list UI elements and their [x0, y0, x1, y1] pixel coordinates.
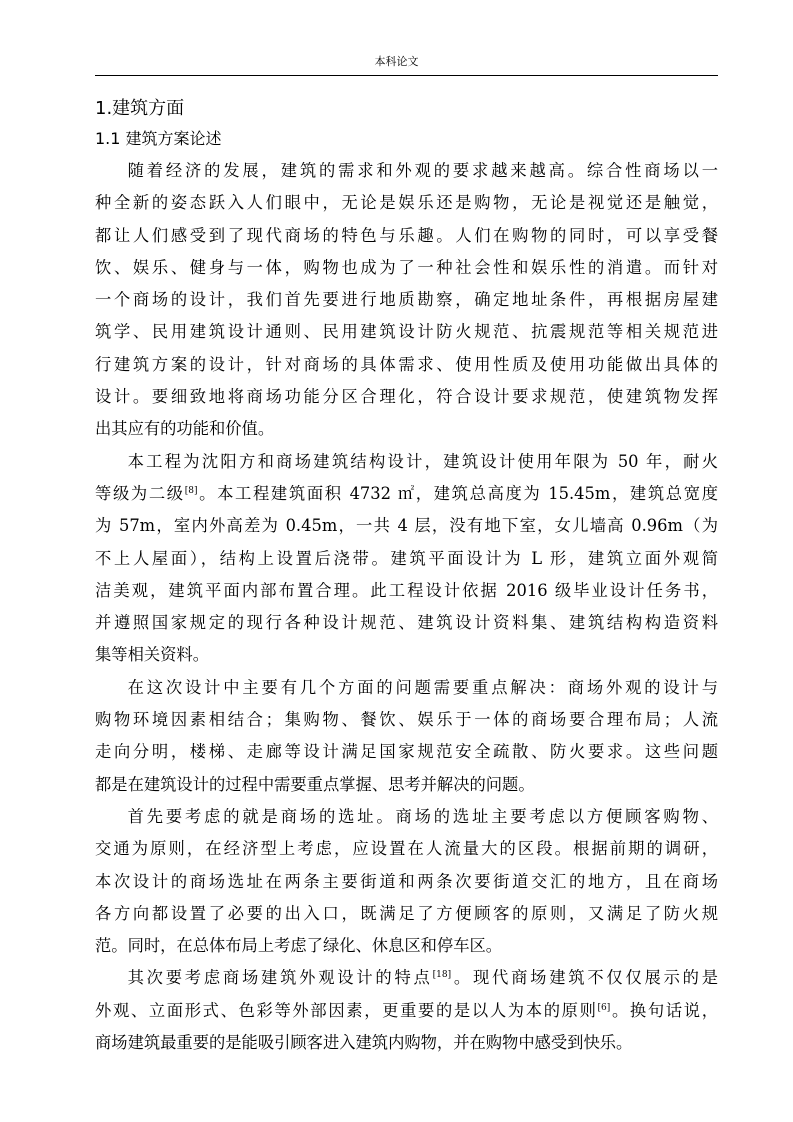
citation-8: [8]: [184, 485, 198, 496]
text-segment: 。本工程建筑面积 4732 ㎡，建筑总高度为 15.45m，建筑总宽度: [197, 483, 718, 503]
text-line: 都是在建筑设计的过程中需要重点掌握、思考并解决的问题。: [95, 774, 535, 794]
text-segment: 外观、立面形式、色彩等外部因素，更重要的是以人为本的原则: [95, 1000, 598, 1020]
citation-6: [6]: [597, 1002, 611, 1013]
header-divider: [95, 75, 718, 76]
text-line: [95, 962, 718, 994]
text-line: 为 57m，室内外高差为 0.45m，一共 4 层，没有地下室，女儿墙高 0.96m（为: [95, 516, 718, 536]
text-line: 设计。要细致地将商场功能分区合理化，符合设计要求规范，使建筑物发挥: [95, 387, 718, 407]
text-line: 首先要考虑的就是商场的选址。商场的选址主要考虑以方便顾客购物、: [127, 806, 718, 826]
text-line: [95, 995, 718, 1027]
text-line: 集等相关资料。: [95, 645, 209, 665]
text-line: 各方向都设置了必要的出入口，既满足了方便顾客的原则，又满足了防火规: [95, 903, 718, 923]
text-line: 在这次设计中主要有几个方面的问题需要重点解决：商场外观的设计与: [127, 677, 718, 697]
running-header: 本科论文: [374, 55, 419, 68]
text-segment: 。现代商场建筑不仅仅展示的是: [451, 968, 718, 988]
text-line: 走向分明，楼梯、走廊等设计满足国家规范安全疏散、防火要求。这些问题: [95, 742, 718, 762]
text-line: 出其应有的功能和价值。: [95, 419, 275, 439]
text-line: 不上人屋面），结构上设置后浇带。建筑平面设计为 L 形，建筑立面外观简: [95, 548, 718, 568]
text-line: 一个商场的设计，我们首先要进行地质勘察，确定地址条件，再根据房屋建: [95, 290, 718, 310]
text-line: 本次设计的商场选址在两条主要街道和两条次要街道交汇的地方，且在商场: [95, 871, 718, 891]
paragraph-3: [95, 672, 718, 801]
text-segment: 其次要考虑商场建筑外观设计的特点: [127, 968, 433, 988]
text-line: 种全新的姿态跃入人们眼中，无论是娱乐还是购物，无论是视觉还是触觉，: [95, 193, 718, 213]
subsection-heading: 1.1 建筑方案论述: [95, 129, 222, 148]
text-line: 本工程为沈阳方和商场建筑结构设计，建筑设计使用年限为 50 年，耐火: [127, 451, 718, 471]
paragraph-5: [95, 962, 718, 1059]
text-line: 商场建筑最重要的是能吸引顾客进入建筑内购物，并在购物中感受到快乐。: [95, 1033, 633, 1053]
text-line: 范。同时，在总体布局上考虑了绿化、休息区和停车区。: [95, 936, 503, 956]
text-line: 筑学、民用建筑设计通则、民用建筑设计防火规范、抗震规范等相关规范进: [95, 322, 718, 342]
text-segment: 。换句话说，: [610, 1000, 718, 1020]
text-line: 并遵照国家规定的现行各种设计规范、建筑设计资料集、建筑结构构造资料: [95, 613, 718, 633]
text-line: 随着经济的发展，建筑的需求和外观的要求越来越高。综合性商场以一: [127, 161, 718, 180]
document-body: [95, 96, 718, 1059]
paragraph-4: [95, 801, 718, 962]
text-line: 饮、娱乐、健身与一体，购物也成为了一种社会性和娱乐性的消遣。而针对: [95, 257, 718, 277]
text-line: 购物环境因素相结合；集购物、餐饮、娱乐于一体的商场要合理布局；人流: [95, 710, 718, 730]
text-line: 洁美观，建筑平面内部布置合理。此工程设计依据 2016 级毕业设计任务书，: [95, 580, 718, 600]
text-line: 行建筑方案的设计，针对商场的具体需求、使用性质及使用功能做出具体的: [95, 354, 718, 374]
section-heading: 1.建筑方面: [95, 98, 185, 119]
paragraph-1: [95, 155, 718, 446]
citation-18: [18]: [432, 970, 452, 981]
text-line: [95, 478, 718, 510]
text-line: 都让人们感受到了现代商场的特色与乐趣。人们在购物的同时，可以享受餐: [95, 225, 718, 245]
text-line: 交通为原则，在经济型上考虑，应设置在人流量大的区段。根据前期的调研，: [95, 839, 718, 859]
paragraph-2: [95, 446, 718, 672]
text-segment: 等级为二级: [95, 483, 185, 503]
